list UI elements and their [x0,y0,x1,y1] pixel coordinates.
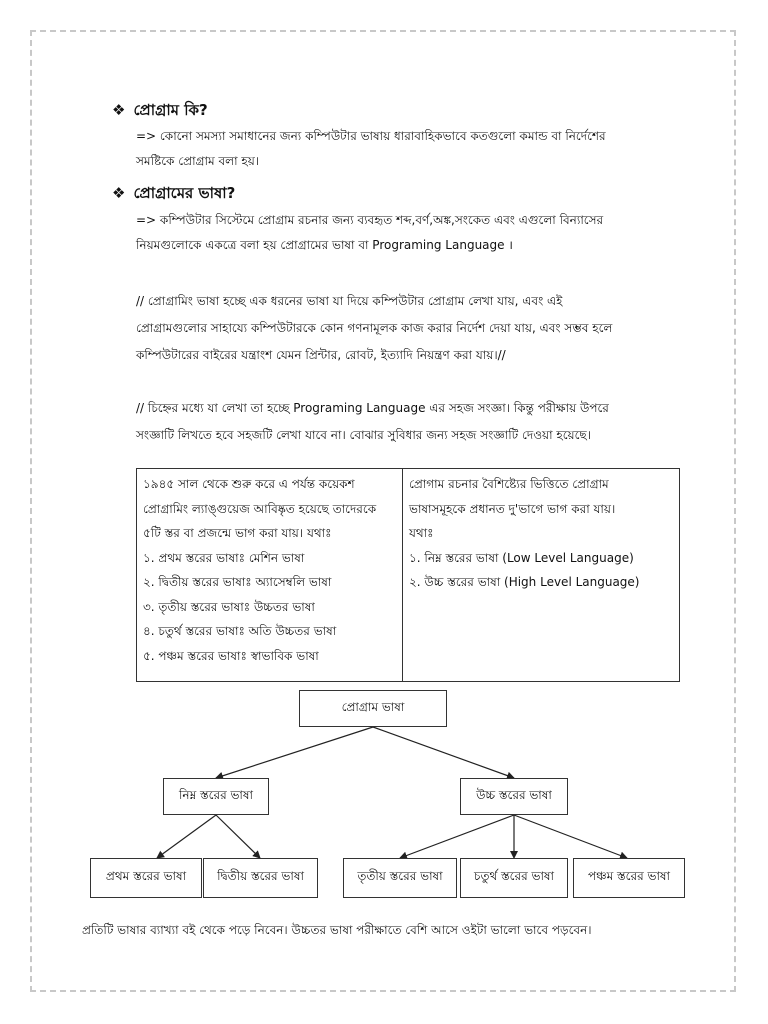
text-line: সমষ্টিকে প্রোগ্রাম বলা হয়। [136,154,260,168]
table-line: প্রোগাম রচনার বৈশিষ্ট্যের ভিত্তিতে প্রোগ্রাম [409,477,609,491]
node-generation-4: চতুর্থ স্তরের ভাষা [460,858,568,898]
diamond-bullet-icon: ❖ [112,184,126,202]
diamond-bullet-icon: ❖ [112,101,126,119]
table-cell-generations [137,469,403,681]
table-line: ১. নিম্ন স্তরের ভাষা (Low Level Language) [409,550,634,565]
text-line: // চিহ্নের মধ্যে যা লেখা তা হচ্ছে Programing Language এর সহজ সংজ্ঞা। কিন্তু পরীক্ষায় উপরে [136,401,609,415]
text-line: => কম্পিউটার সিস্টেমে প্রোগ্রাম রচনার জন্য ব্যবহৃত শব্দ,বর্ণ,অঙ্ক,সংকেত এবং এগুলো বিন্যাসের [136,213,604,227]
note-paragraph [136,395,609,449]
section2-body [136,208,603,258]
text-line: প্রোগ্রামগুলোর সাহায্যে কম্পিউটারকে কোন গণনামূলক কাজ করার নির্দেশ দেয়া যায়, এবং সম্ভব হলে [136,321,613,335]
footer-note: প্রতিটি ভাষার ব্যাখ্যা বই থেকে পড়ে নিবেন। উচ্চতর ভাষা পরীক্ষাতে বেশি আসে ওইটা ভালো ভাবে পড়বেন। [82,923,592,937]
node-generation-1: প্রথম স্তরের ভাষা [90,858,202,898]
heading-what-is-program [112,99,208,124]
table-cell-categories [403,469,679,681]
table-line: ১৯৪৫ সাল থেকে শুরু করে এ পর্যন্ত কয়েকশ [143,477,355,491]
table-line: ভাষাসমূহকে প্রধানত দু'ভাগে ভাগ করা যায়। [409,501,616,516]
text-line: // প্রোগ্রামিং ভাষা হচ্ছে এক ধরনের ভাষা যা দিয়ে কম্পিউটার প্রোগ্রাম লেখা যায়, এবং এই [136,294,563,308]
text-line: সংজ্ঞাটি লিখতে হবে সহজটি লেখা যাবে না। বোঝার সুবিধার জন্য সহজ সংজ্ঞাটি দেওয়া হয়েছে। [136,428,591,442]
text-line: কম্পিউটারের বাইরের যন্ত্রাংশ যেমন প্রিন্টার, রোবট, ইত্যাদি নিয়ন্ত্রণ করা যায়।// [136,348,506,362]
table-line: ২. দ্বিতীয় স্তরের ভাষাঃ অ্যাসেম্বলি ভাষা [143,575,332,589]
node-generation-5: পঞ্চম স্তরের ভাষা [573,858,685,898]
language-levels-table [136,468,680,682]
section1-body [136,124,606,174]
text-line: => কোনো সমস্যা সমাধানের জন্য কম্পিউটার ভাষায় ধারাবাহিকভাবে কতগুলো কমান্ড বা নির্দেশের [136,129,606,143]
definition-paragraph [136,288,612,369]
text-line: নিয়মগুলোকে একত্রে বলা হয় প্রোগ্রামের ভাষা বা Programing Language । [136,238,513,252]
table-line: প্রোগ্রামিং ল্যাঙ্গুয়েজ আবিষ্কৃত হয়েছে তাদেরকে [143,501,377,516]
node-program-language: প্রোগ্রাম ভাষা [299,690,447,727]
table-line: যথাঃ [409,526,434,540]
table-line: ১. প্রথম স্তরের ভাষাঃ মেশিন ভাষা [143,550,305,565]
heading-program-language [112,182,235,207]
table-line: ২. উচ্চ স্তরের ভাষা (High Level Language) [409,575,640,589]
table-line: ৩. তৃতীয় স্তরের ভাষাঃ উচ্চতর ভাষা [143,599,315,614]
heading-text: প্রোগ্রামের ভাষা? [133,184,236,202]
node-generation-3: তৃতীয় স্তরের ভাষা [343,858,457,898]
table-line: ৫টি স্তর বা প্রজন্মে ভাগ করা যায়। যথাঃ [143,526,332,540]
table-line: ৪. চতুর্থ স্তরের ভাষাঃ অতি উচ্চতর ভাষা [143,624,337,638]
node-low-level: নিম্ন স্তরের ভাষা [163,778,269,815]
table-line: ৫. পঞ্চম স্তরের ভাষাঃ স্বাভাবিক ভাষা [143,648,319,663]
node-high-level: উচ্চ স্তরের ভাষা [460,778,568,815]
heading-text: প্রোগ্রাম কি? [133,101,208,119]
node-generation-2: দ্বিতীয় স্তরের ভাষা [203,858,318,898]
